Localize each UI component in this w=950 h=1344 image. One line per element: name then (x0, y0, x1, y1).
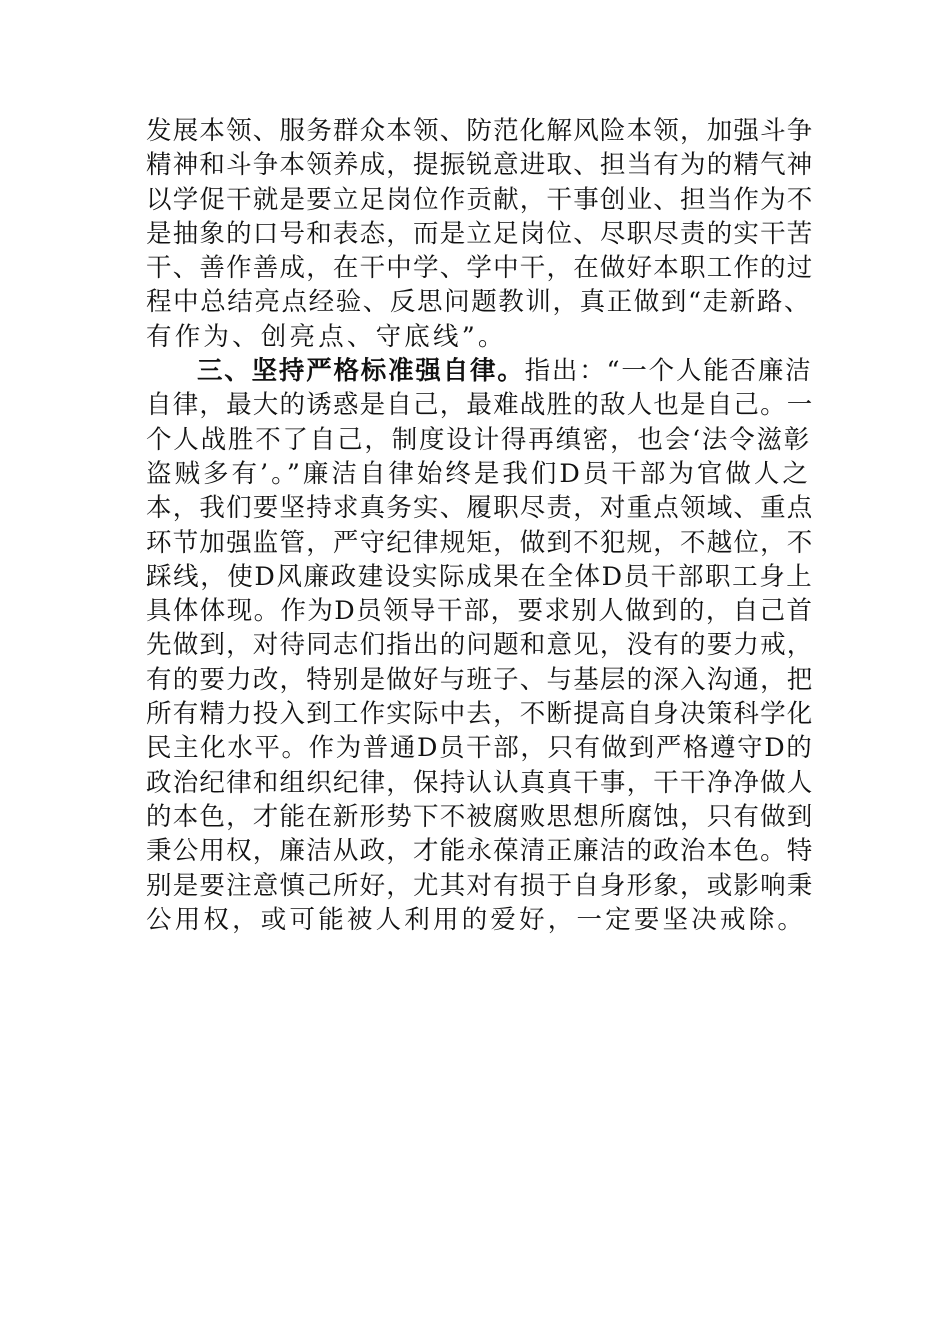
text-line: 盗贼多有’。”廉洁自律始终是我们D员干部为官做人之 (146, 458, 811, 489)
text-line: 环节加强监管，严守纪律规矩，做到不犯规，不越位，不 (146, 527, 814, 558)
text-line-first (146, 354, 814, 388)
text-line: 是抽象的口号和表态，而是立足岗位、尽职尽责的实干苦 (146, 218, 814, 249)
paragraph-2 (146, 354, 814, 937)
text-line: 别是要注意慎己所好，尤其对有损于自身形象，或影响秉 (146, 870, 814, 901)
first-line-text: 指出：“一个人能否廉洁 (524, 356, 813, 387)
text-line: 干、善作善成，在干中学、学中干，在做好本职工作的过 (146, 253, 814, 284)
text-line: 公用权，或可能被人利用的爱好，一定要坚决戒除。 (146, 904, 807, 935)
text-line: 精神和斗争本领养成，提振锐意进取、担当有为的精气神 (146, 150, 814, 181)
text-line: 程中总结亮点经验、反思问题教训，真正做到“走新路、 (146, 287, 812, 318)
text-line: 有作为、创亮点、守底线”。 (146, 321, 507, 352)
text-line: 政治纪律和组织纪律，保持认认真真干事，干干净净做人 (146, 767, 814, 798)
section-heading: 三、坚持严格标准强自律。 (197, 356, 525, 387)
text-line: 发展本领、服务群众本领、防范化解风险本领，加强斗争 (146, 116, 814, 146)
text-line: 踩线，使D风廉政建设实际成果在全体D员干部职工身上 (146, 561, 814, 592)
text-line: 有的要力改，特别是做好与班子、与基层的深入沟通，把 (146, 664, 814, 695)
text-line: 本，我们要坚持求真务实、履职尽责，对重点领域、重点 (146, 493, 814, 524)
text-line: 个人战胜不了自己，制度设计得再缜密，也会‘法令滋彰 (146, 424, 812, 455)
text-line: 以学促干就是要立足岗位作贡献，干事创业、担当作为不 (146, 184, 814, 215)
paragraph-1 (146, 114, 814, 354)
text-line: 的本色，才能在新形势下不被腐败思想所腐蚀，只有做到 (146, 801, 814, 832)
text-line: 民主化水平。作为普通D员干部，只有做到严格遵守D的 (146, 733, 814, 764)
text-line: 所有精力投入到工作实际中去，不断提高自身决策科学化 (146, 699, 814, 730)
document-body (146, 114, 814, 937)
text-line: 具体体现。作为D员领导干部，要求别人做到的，自己首 (146, 596, 814, 627)
text-line: 先做到，对待同志们指出的问题和意见，没有的要力戒， (146, 630, 814, 661)
text-line: 秉公用权，廉洁从政，才能永葆清正廉洁的政治本色。特 (146, 836, 814, 867)
text-line: 自律，最大的诱惑是自己，最难战胜的敌人也是自己。一 (146, 390, 814, 421)
